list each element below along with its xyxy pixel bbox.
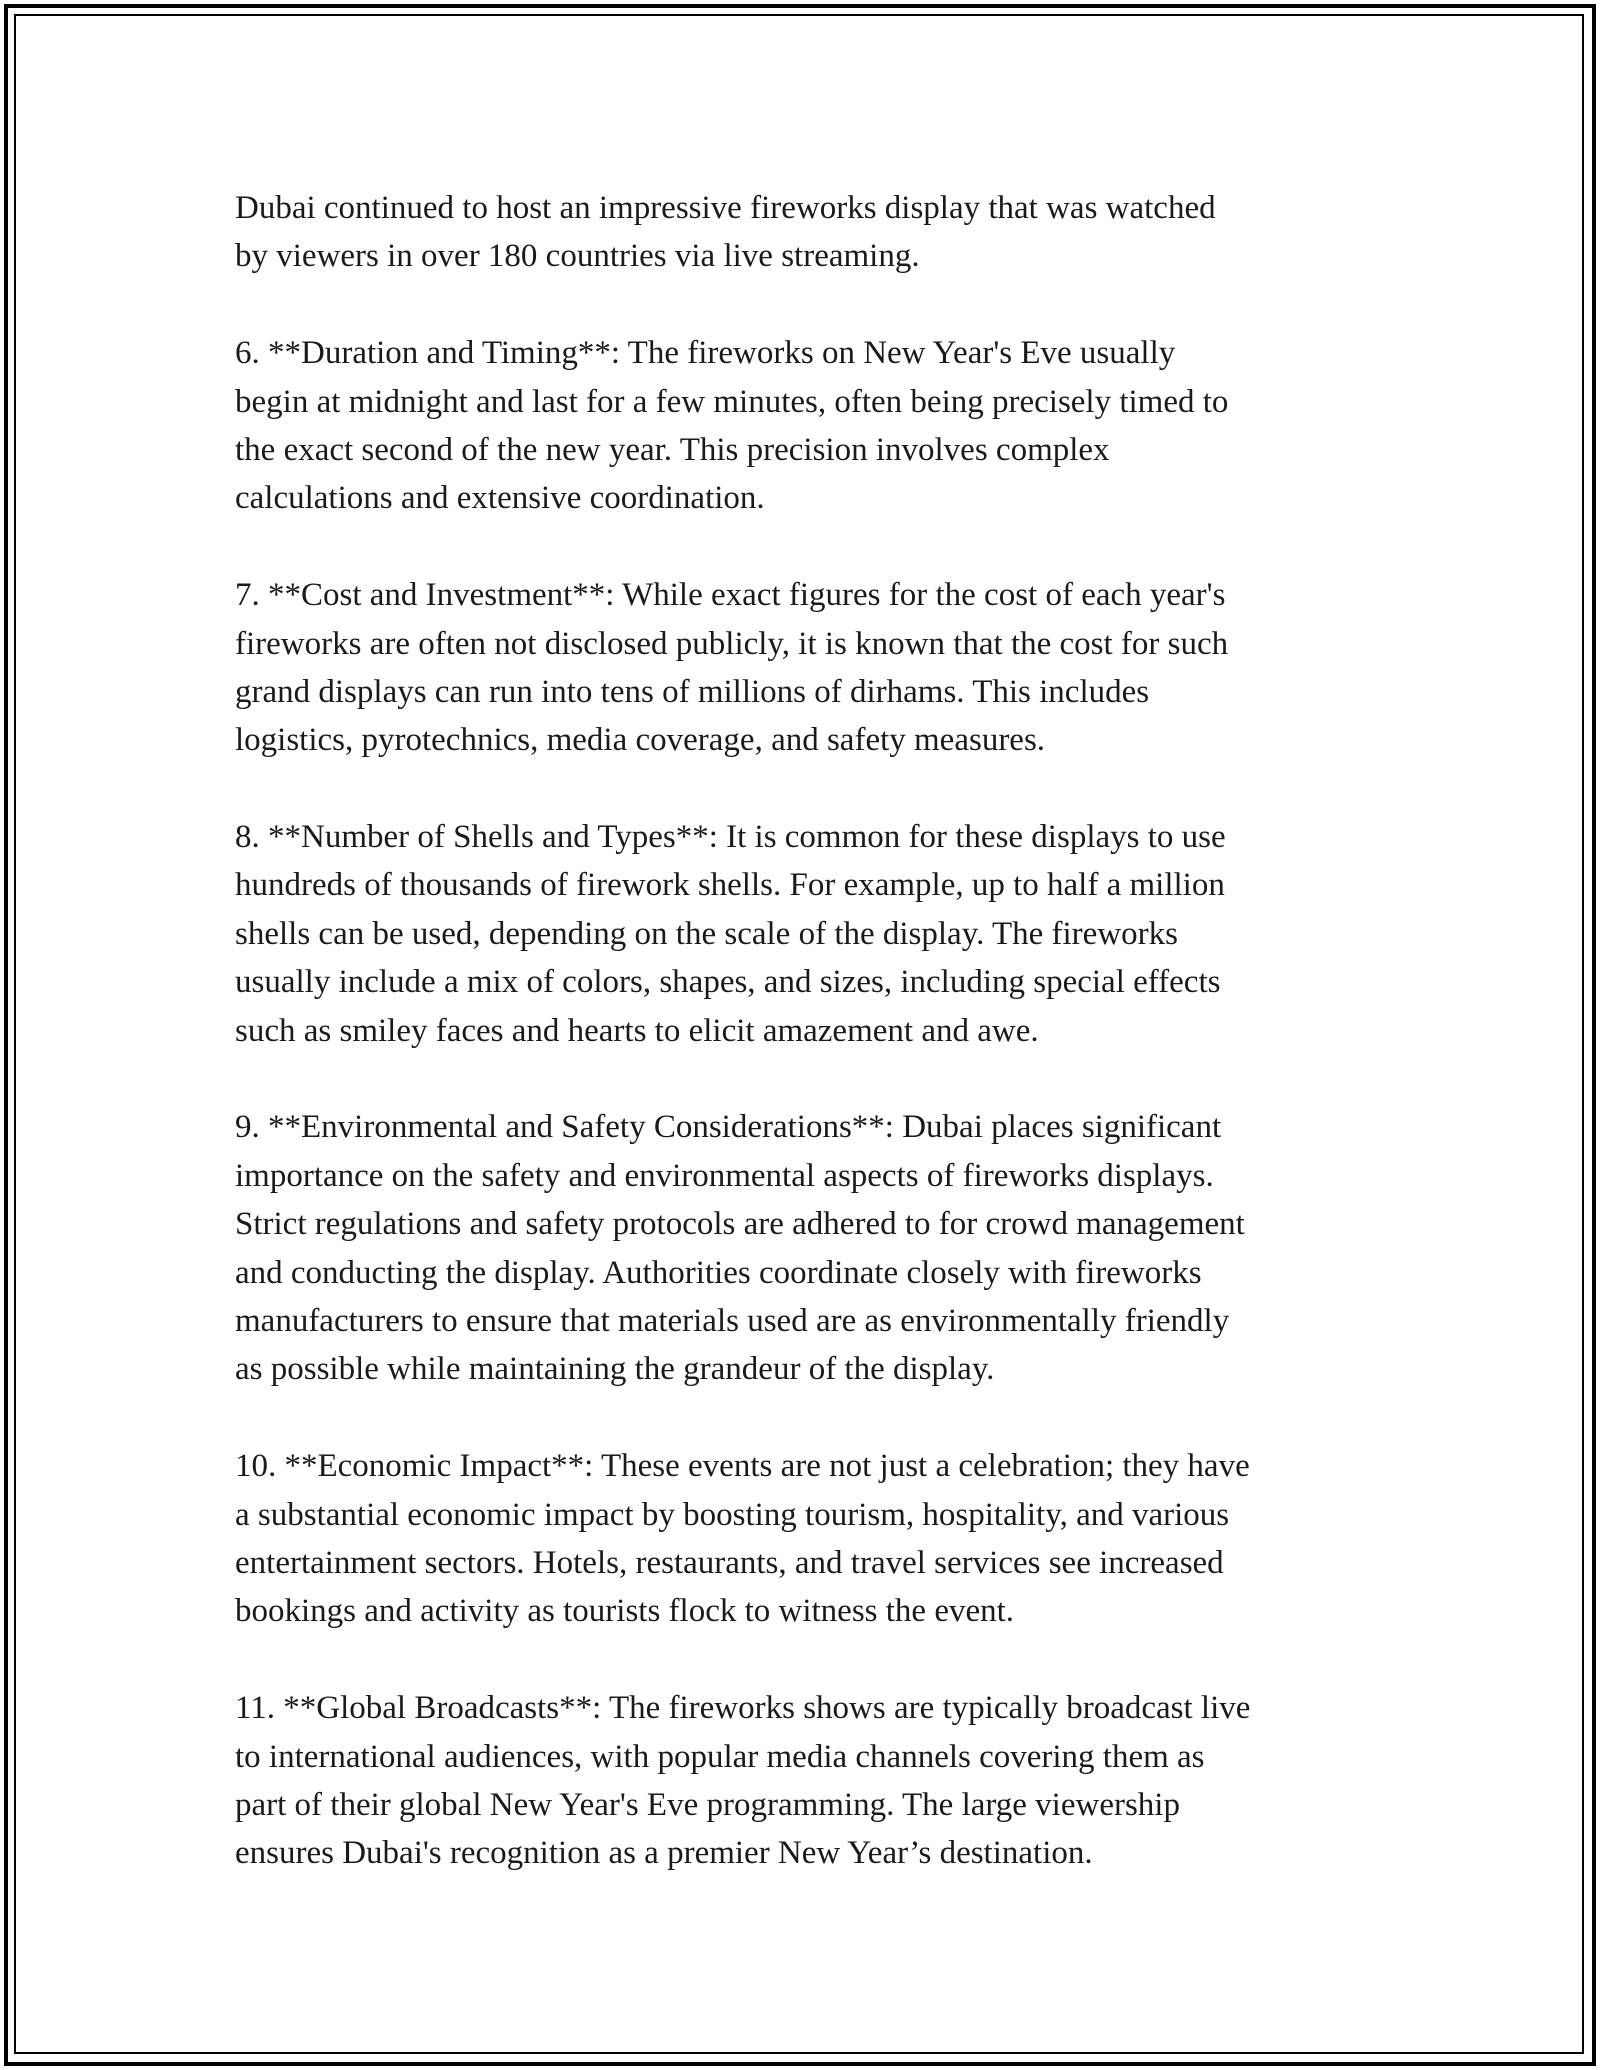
text-line: grand displays can run into tens of millions of dirhams. This includes — [235, 673, 1150, 710]
text-line: 10. **Economic Impact**: These events are not just a celebration; they have — [235, 1448, 1250, 1485]
text-line: to international audiences, with popular media channels covering them as — [235, 1738, 1205, 1775]
document-body — [235, 184, 1375, 1878]
text-line: calculations and extensive coordination. — [235, 480, 765, 517]
text-line: usually include a mix of colors, shapes, and sizes, including special effects — [235, 964, 1221, 1001]
text-line: manufacturers to ensure that materials used are as environmentally friendly — [235, 1302, 1230, 1339]
text-line: fireworks are often not disclosed publicly, it is known that the cost for such — [235, 625, 1229, 662]
text-line: such as smiley faces and hearts to elicit amazement and awe. — [235, 1012, 1039, 1049]
text-line: as possible while maintaining the grandeur of the display. — [235, 1351, 995, 1388]
text-line: bookings and activity as tourists flock to witness the event. — [235, 1593, 1015, 1630]
text-line: and conducting the display. Authorities coordinate closely with fireworks — [235, 1254, 1202, 1291]
text-line: entertainment sectors. Hotels, restaurants, and travel services see increased — [235, 1544, 1224, 1581]
paragraph-intro — [235, 184, 1375, 281]
text-line: a substantial economic impact by boosting tourism, hospitality, and various — [235, 1496, 1230, 1533]
text-line: shells can be used, depending on the scale of the display. The fireworks — [235, 915, 1178, 952]
text-line: by viewers in over 180 countries via live streaming. — [235, 238, 920, 275]
paragraph-cost-investment — [235, 571, 1375, 765]
text-line: part of their global New Year's Eve programming. The large viewership — [235, 1786, 1180, 1823]
text-line: logistics, pyrotechnics, media coverage, and safety measures. — [235, 722, 1046, 759]
text-line: the exact second of the new year. This precision involves complex — [235, 431, 1110, 468]
paragraph-economic-impact — [235, 1442, 1375, 1636]
text-line: 7. **Cost and Investment**: While exact figures for the cost of each year's — [235, 577, 1226, 614]
text-line: importance on the safety and environmental aspects of fireworks displays. — [235, 1157, 1214, 1194]
paragraph-shells-types — [235, 813, 1375, 1055]
text-line: begin at midnight and last for a few minutes, often being precisely timed to — [235, 383, 1229, 420]
paragraph-global-broadcasts — [235, 1684, 1375, 1878]
text-line: 9. **Environmental and Safety Considerations**: Dubai places significant — [235, 1109, 1222, 1146]
paragraph-environmental-safety — [235, 1103, 1375, 1393]
text-line: 8. **Number of Shells and Types**: It is common for these displays to use — [235, 819, 1226, 856]
paragraph-duration-timing — [235, 329, 1375, 523]
text-line: Dubai continued to host an impressive fireworks display that was watched — [235, 190, 1216, 226]
text-line: hundreds of thousands of firework shells. For example, up to half a million — [235, 867, 1225, 904]
text-line: Strict regulations and safety protocols are adhered to for crowd management — [235, 1206, 1245, 1243]
text-line: 11. **Global Broadcasts**: The fireworks shows are typically broadcast live — [235, 1690, 1251, 1727]
text-line: ensures Dubai's recognition as a premier New Year’s destination. — [235, 1835, 1093, 1872]
text-line: 6. **Duration and Timing**: The fireworks on New Year's Eve usually — [235, 335, 1176, 372]
